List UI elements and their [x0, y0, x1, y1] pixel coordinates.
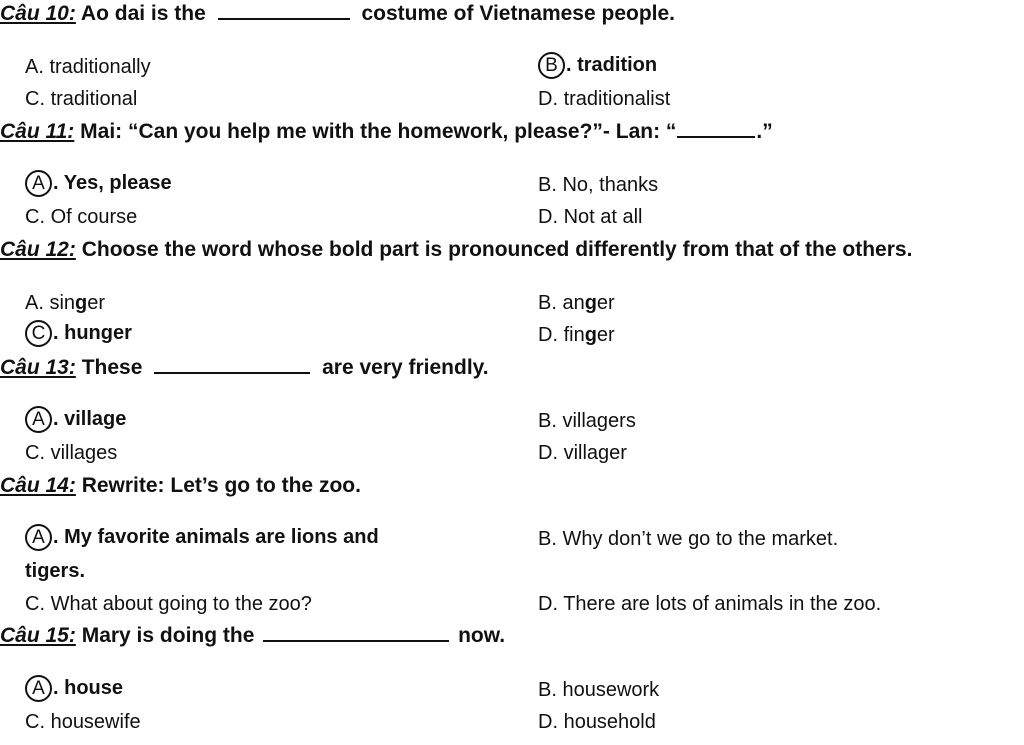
option-d[interactable]: D. household — [538, 711, 656, 733]
question-text-before: These — [81, 356, 143, 379]
question-10 — [0, 2, 675, 26]
answer-circle: B — [538, 52, 565, 79]
answer-blank — [677, 135, 755, 138]
question-text-before: Mary is doing the — [81, 624, 255, 647]
option-d[interactable]: D. Not at all — [538, 206, 643, 228]
option-c[interactable]: C. What about going to the zoo? — [25, 593, 312, 615]
answer-circle: A — [25, 170, 52, 197]
question-13 — [0, 356, 489, 380]
option-c[interactable]: C. villages — [25, 442, 118, 464]
option-c[interactable]: C. traditional — [25, 88, 138, 110]
option-a[interactable]: A. traditionally — [25, 56, 151, 78]
option-b[interactable]: B. anger — [538, 292, 615, 314]
option-a-selected[interactable]: A . village — [25, 406, 126, 433]
question-15 — [0, 624, 505, 648]
question-11 — [0, 120, 773, 144]
question-text-before: Mai: “Can you help me with the homework, please?”- Lan: “ — [80, 120, 677, 143]
question-text-after: costume of Vietnamese people. — [361, 2, 676, 25]
answer-circle: A — [25, 406, 52, 433]
answer-circle: C — [25, 320, 52, 347]
option-a-selected[interactable]: A . Yes, please — [25, 170, 172, 197]
option-b[interactable]: B. villagers — [538, 410, 636, 432]
option-d[interactable]: D. villager — [538, 442, 627, 464]
option-a-continuation: tigers. — [25, 560, 86, 582]
answer-blank — [218, 17, 350, 20]
answer-circle: A — [25, 675, 52, 702]
option-b[interactable]: B. Why don’t we go to the market. — [538, 528, 839, 550]
option-b[interactable]: B. No, thanks — [538, 174, 659, 196]
question-text-after: .” — [756, 120, 773, 143]
option-d[interactable]: D. finger — [538, 324, 615, 346]
question-number: Câu 14: — [0, 474, 76, 497]
option-a-selected[interactable]: A . house — [25, 675, 123, 702]
question-number: Câu 15: — [0, 624, 76, 647]
question-number: Câu 11: — [0, 120, 75, 143]
option-c[interactable]: C. Of course — [25, 206, 138, 228]
option-b[interactable]: B. housework — [538, 679, 660, 701]
answer-blank — [263, 639, 449, 642]
option-a[interactable]: A. singer — [25, 292, 106, 314]
question-text: Choose the word whose bold part is pronounced differently from that of the others. — [81, 238, 913, 261]
option-d[interactable]: D. There are lots of animals in the zoo. — [538, 593, 882, 615]
option-b-selected[interactable]: B . tradition — [538, 52, 657, 79]
question-14 — [0, 474, 361, 498]
question-12 — [0, 238, 912, 262]
question-number: Câu 13: — [0, 356, 76, 379]
question-text: Rewrite: Let’s go to the zoo. — [81, 474, 361, 497]
question-text-before: Ao dai is the — [80, 2, 206, 25]
option-c-selected[interactable]: C . hunger — [25, 320, 132, 347]
answer-circle: A — [25, 524, 52, 551]
answer-blank — [154, 371, 310, 374]
question-text-after: now. — [458, 624, 506, 647]
option-c[interactable]: C. housewife — [25, 711, 141, 733]
option-a-selected[interactable]: A . My favorite animals are lions and — [25, 524, 379, 551]
question-number: Câu 10: — [0, 2, 76, 25]
question-text-after: are very friendly. — [322, 356, 489, 379]
question-number: Câu 12: — [0, 238, 76, 261]
option-d[interactable]: D. traditionalist — [538, 88, 671, 110]
